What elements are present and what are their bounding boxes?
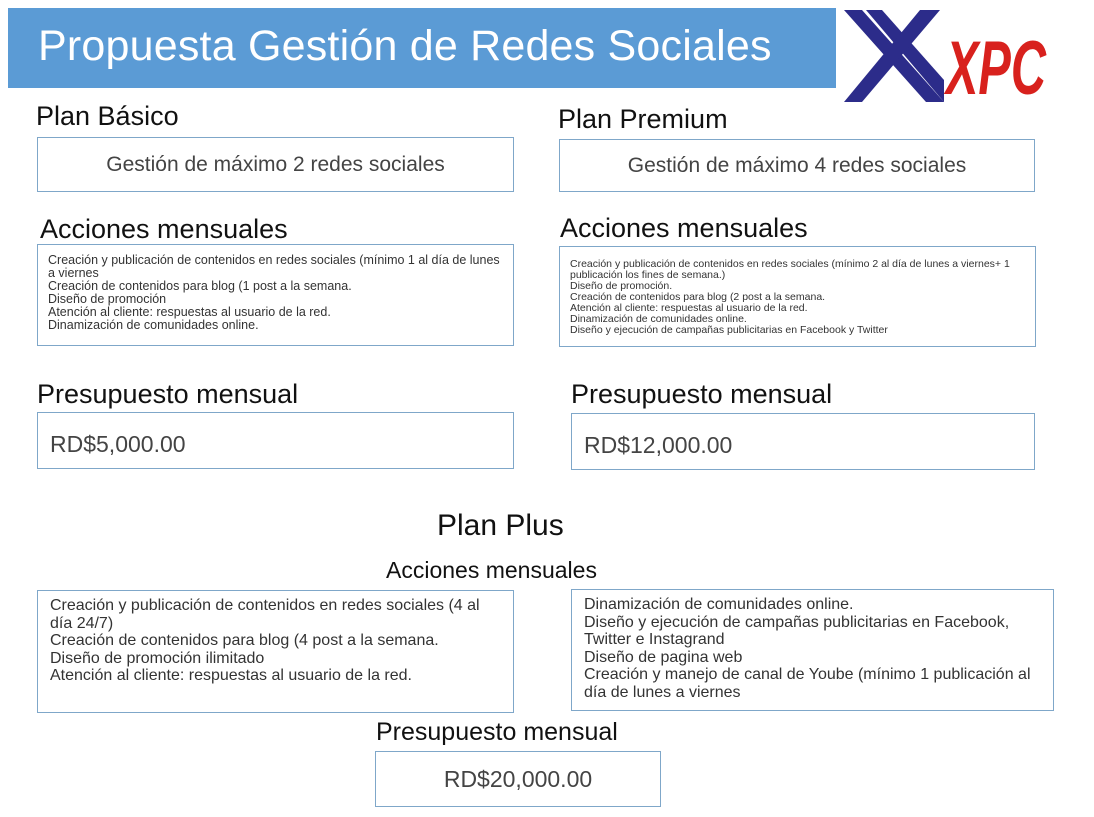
- list-item: Creación de contenidos para blog (2 post a la semana.: [570, 291, 826, 303]
- list-item: Diseño y ejecución de campañas publicitarias en Facebook y Twitter: [570, 324, 888, 336]
- list-item: Creación y publicación de contenidos en redes sociales (mínimo 2 al día de lunes a viernes+ 1 publicación los fines de semana.): [570, 258, 1010, 281]
- list-item: Diseño de promoción: [48, 292, 167, 306]
- plan-premium-description: Gestión de máximo 4 redes sociales: [627, 153, 967, 177]
- plan-premium-actions-title: Acciones mensuales: [560, 213, 808, 243]
- plan-plus-actions-right-list: [572, 590, 1053, 701]
- plan-premium-title: Plan Premium: [558, 104, 728, 134]
- plan-basico-title: Plan Básico: [36, 101, 179, 131]
- plan-premium-budget: RD$12,000.00: [584, 432, 733, 458]
- list-item: Diseño de promoción.: [570, 280, 673, 292]
- list-item: Atención al cliente: respuestas al usuario de la red.: [50, 667, 412, 684]
- list-item: Creación y manejo de canal de Yoube (mínimo 1 publicación al día de lunes a viernes: [584, 666, 1031, 701]
- plan-plus-budget: RD$20,000.00: [443, 765, 593, 792]
- list-item: Creación y publicación de contenidos en redes sociales (4 al día 24/7): [50, 597, 480, 632]
- list-item: Creación y publicación de contenidos en redes sociales (mínimo 1 al día de lunes a viernes: [48, 253, 500, 280]
- logo-text: XPC: [943, 26, 1047, 111]
- plan-premium-actions-box: [559, 246, 1036, 347]
- plan-basico-budget-box: [37, 412, 514, 469]
- plan-basico-budget-title: Presupuesto mensual: [37, 379, 299, 409]
- list-item: Atención al cliente: respuestas al usuario de la red.: [570, 302, 808, 314]
- plan-plus-actions-left-box: [37, 590, 514, 713]
- xpc-logo-icon: [842, 4, 1048, 111]
- plan-plus-actions-right-box: [571, 589, 1054, 711]
- list-item: Dinamización de comunidades online.: [570, 313, 747, 325]
- list-item: Dinamización de comunidades online.: [584, 596, 854, 613]
- plan-basico-actions-box: [37, 244, 514, 346]
- plan-plus-actions-title: Acciones mensuales: [386, 557, 597, 583]
- plan-premium-description-box: [559, 139, 1035, 192]
- plan-plus-actions-left-list: [38, 591, 513, 685]
- plan-basico-budget: RD$5,000.00: [50, 431, 186, 457]
- list-item: Creación de contenidos para blog (4 post a la semana.: [50, 632, 439, 649]
- x-mark-icon: [844, 10, 944, 102]
- list-item: Diseño y ejecución de campañas publicitarias en Facebook, Twitter e Instagrand: [584, 613, 1010, 648]
- plan-plus-title: Plan Plus: [437, 509, 564, 542]
- plan-premium-budget-title: Presupuesto mensual: [571, 379, 833, 409]
- plan-basico-actions-title: Acciones mensuales: [40, 214, 288, 244]
- plan-premium-actions-list: [560, 247, 1035, 336]
- plan-basico-description-box: [37, 137, 514, 192]
- list-item: Dinamización de comunidades online.: [48, 318, 259, 332]
- plan-premium-budget-box: [571, 413, 1035, 470]
- list-item: Atención al cliente: respuestas al usuario de la red.: [48, 305, 331, 319]
- page-title: Propuesta Gestión de Redes Sociales: [38, 22, 772, 70]
- plan-plus-budget-box: [375, 751, 661, 807]
- list-item: Diseño de promoción ilimitado: [50, 649, 265, 667]
- list-item: Diseño de pagina web: [584, 648, 743, 666]
- list-item: Creación de contenidos para blog (1 post a la semana.: [48, 279, 352, 293]
- plan-basico-description: Gestión de máximo 2 redes sociales: [106, 152, 445, 176]
- plan-plus-budget-title: Presupuesto mensual: [376, 718, 618, 746]
- plan-basico-actions-list: [38, 245, 513, 332]
